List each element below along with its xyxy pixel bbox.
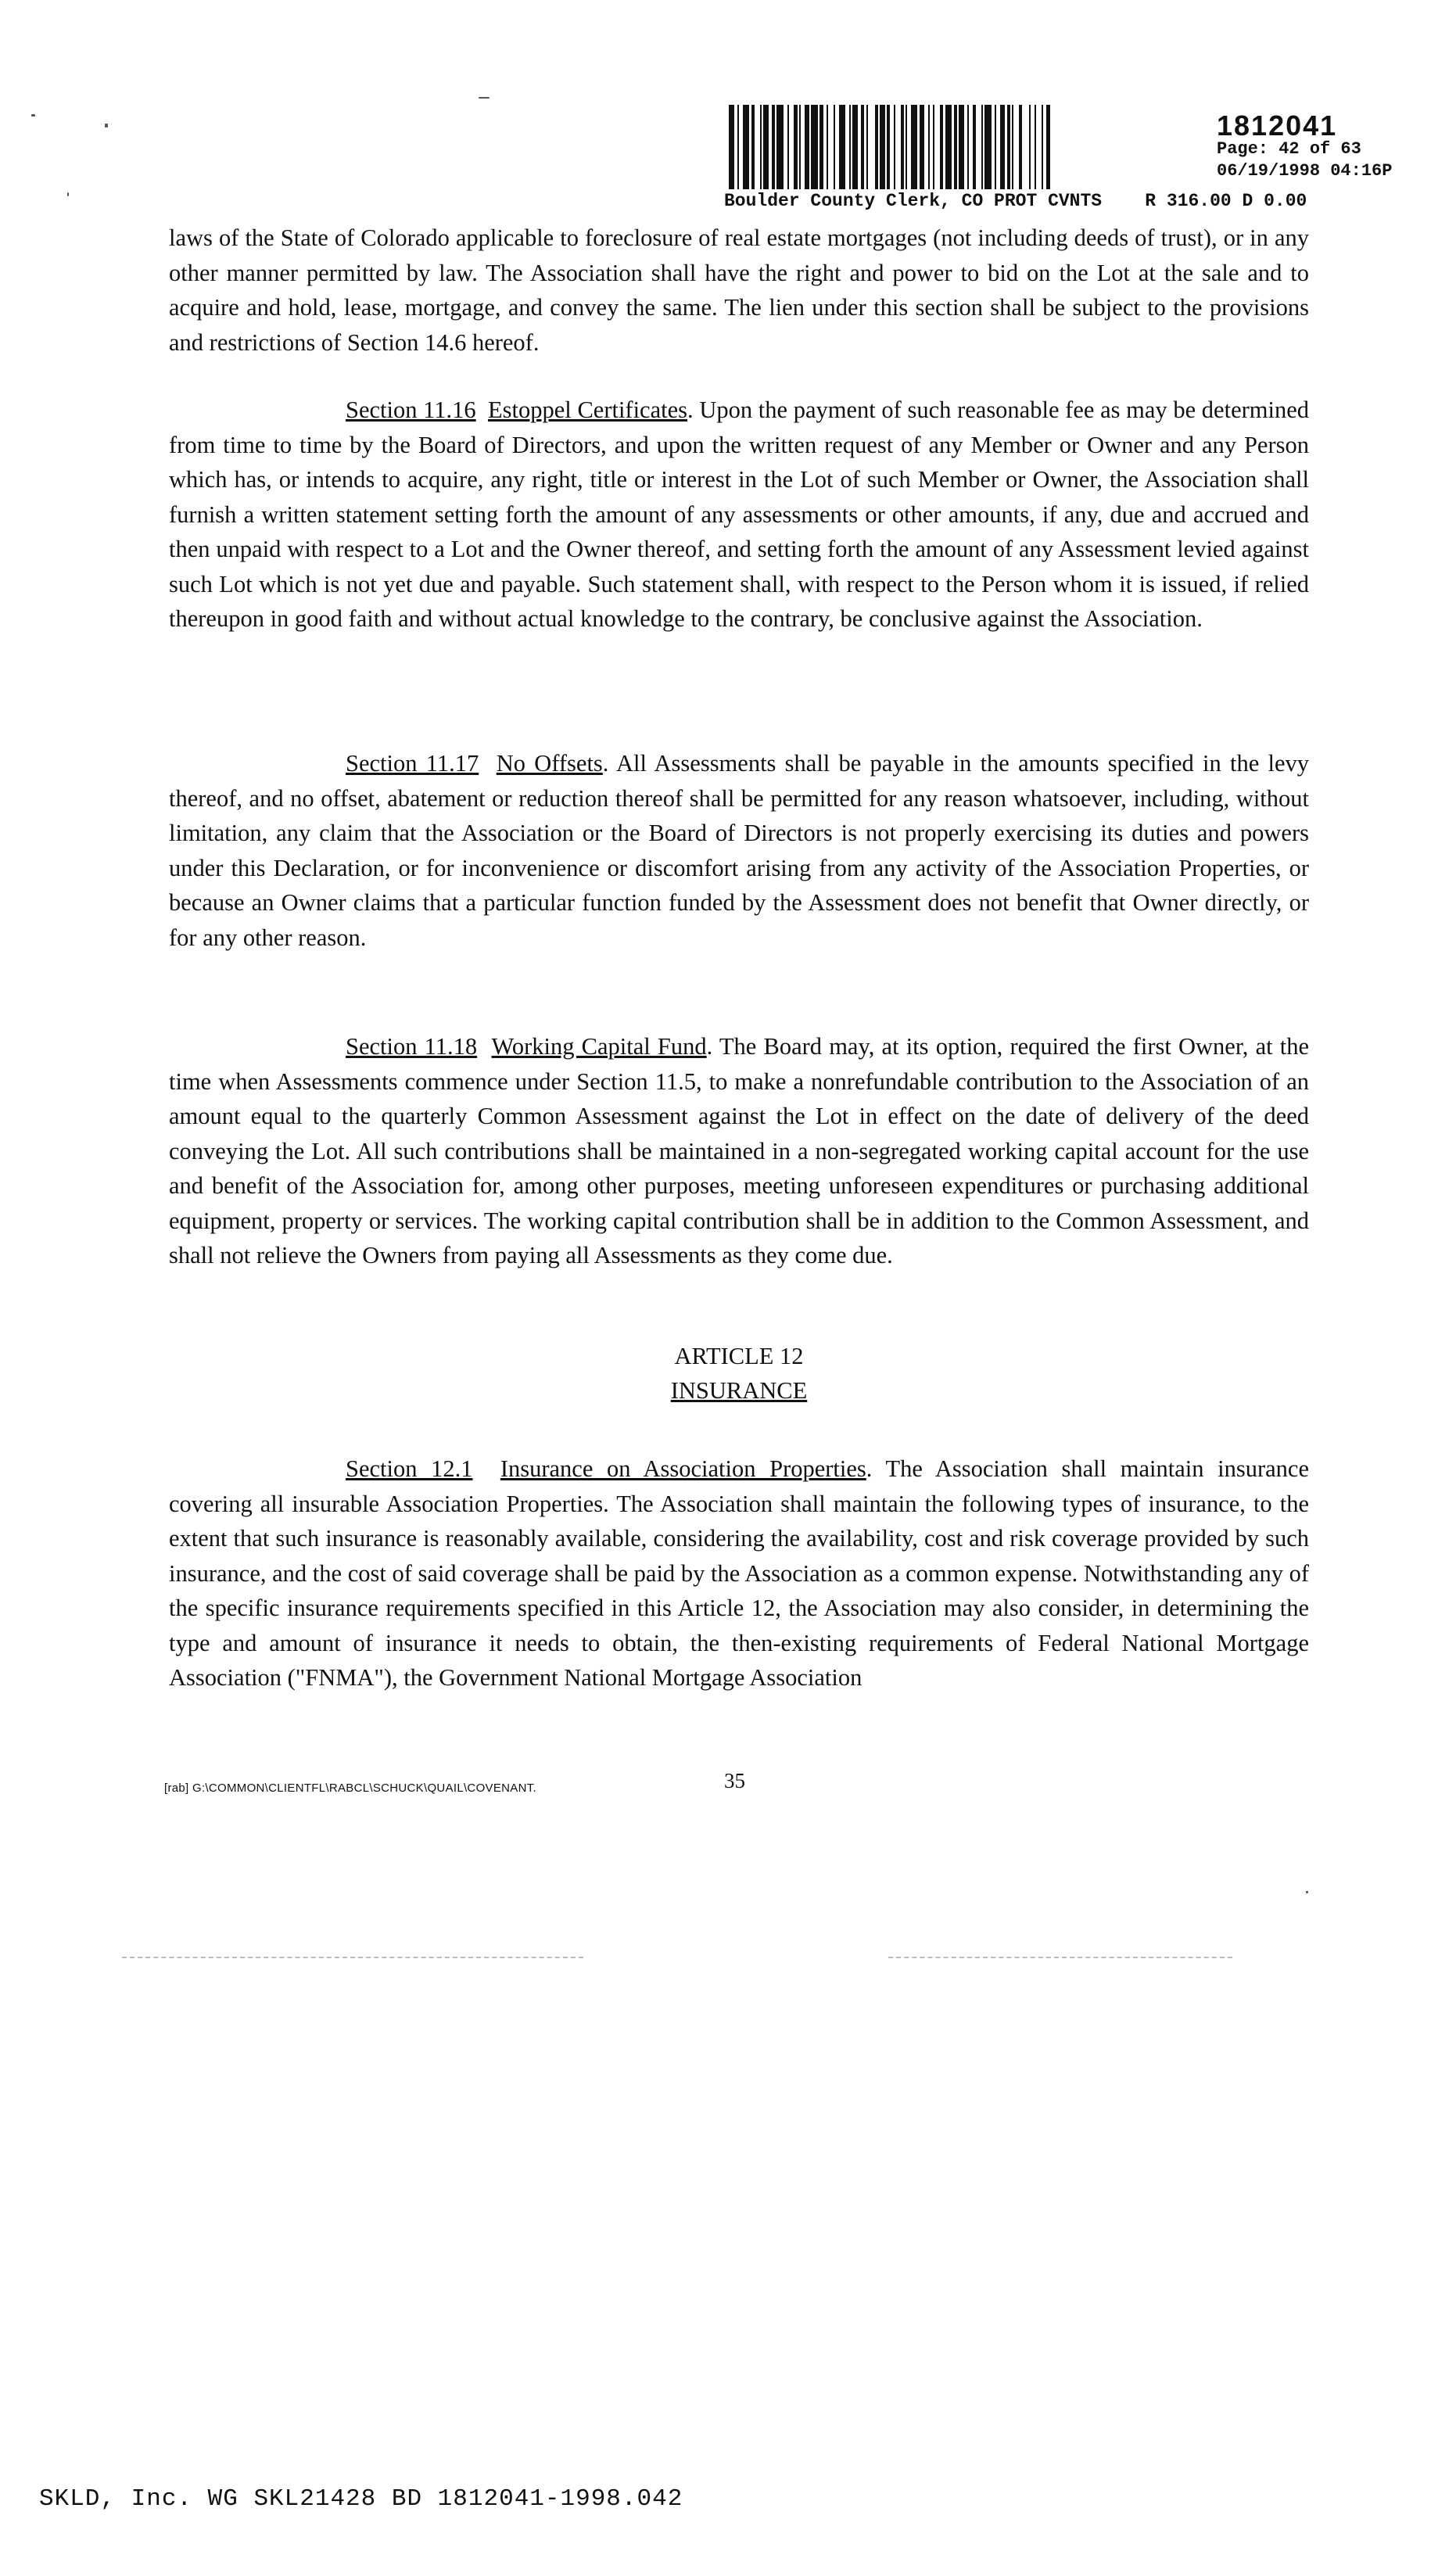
barcode-bar [1036,105,1042,189]
scan-id-footer: SKLD, Inc. WG SKL21428 BD 1812041-1998.042 [39,2485,683,2513]
page-number: 35 [724,1769,745,1792]
recording-page: Page: 42 of 63 [1217,139,1361,159]
barcode-bar [839,105,846,189]
section-11-17 [169,746,1309,955]
section-number: Section 11.18 [346,1033,478,1060]
barcode-bar [763,105,769,189]
section-11-18 [169,1029,1309,1273]
barcode-bar [934,105,940,189]
recording-barcode [729,105,1174,189]
barcode-bar [984,105,992,189]
article-title: INSURANCE [670,1377,808,1404]
barcode-bar [828,105,834,189]
scan-speck [105,124,108,127]
paragraph-continuation [169,221,1309,360]
recording-number: 1812041 [1217,109,1338,142]
paragraph-text: laws of the State of Colorado applicable to foreclosure of real estate mortgages (not including deeds of trust), or in any other manner permitted by law. The Association shall have the right and power to bid on the Lot at the sale and to acquire and hold, lease, mortgage, and convey the same. The lien under this section shall be subject to the provisions and restrictions of Section 14.6 hereof. [169,224,1309,356]
section-title: Estoppel Certificates [488,396,688,423]
recording-clerk-line: Boulder County Clerk, CO PROT CVNTS R 316.00 D 0.00 [724,191,1307,211]
section-body: . The Association shall maintain insurance covering all insurable Association Properties. The Association shall maintain the following types of insurance, to the extent that such insurance is reasonably available, considering the availability, cost and risk coverage provided by such insurance, and the cost of said coverage shall be paid by the Association as a common expense. Notwithstanding any of the specific insurance requirements specified in this Article 12, the Association may also consider, in determining the type and amount of insurance it needs to obtain, the then-existing requirements of Federal National Mortgage Association ("FNMA"), the Government National Mortgage Association [169,1455,1309,1691]
section-11-16 [169,393,1309,637]
barcode-bar [789,105,794,189]
scan-speck [67,192,69,196]
scan-dotted-line [122,1957,583,1960]
section-12-1 [169,1451,1309,1695]
barcode-bar [920,105,925,189]
barcode-bar [880,105,885,189]
barcode-bar [959,105,964,189]
section-body: . Upon the payment of such reasonable fee as may be determined from time to time by the Board of Directors, and upon the written request of any Member or Owner and any Person which has, or intends to acquire, any right, title or interest in the Lot of such Member or Owner, the Association shall furnish a written statement setting forth the amount of any assessments or other amounts, if any, due and accrued and then unpaid with respect to a Lot and the Owner thereof, and setting forth the amount of any Assessment levied against such Lot which is not yet due and payable. Such statement shall, with respect to the Person whom it is issued, if relied thereupon in good faith and without actual knowledge to the contrary, be conclusive against the Association. [169,396,1309,632]
file-path: [rab] G:\COMMON\CLIENTFL\RABCL\SCHUCK\QUAIL\COVENANT. [164,1781,536,1795]
barcode-bar [743,105,750,189]
scan-speck [479,97,490,99]
barcode-bar [776,105,784,189]
barcode-bar [911,105,918,189]
section-body: . The Board may, at its option, required the first Owner, at the time when Assessments commence under Section 11.5, to make a nonrefundable contribution to the Association of an amount equal to the quarterly Common Assessment against the Lot in effect on the date of delivery of the deed conveying the Lot. All such contributions shall be maintained in a non-segregated working capital account for the use and benefit of the Association for, among other purposes, meeting unforeseen expenditures or purchasing additional equipment, property or services. The working capital contribution shall be in addition to the Common Assessment, and shall not relieve the Owners from paying all Assessments as they come due. [169,1033,1310,1268]
barcode-bar [1050,105,1052,189]
barcode-bar [945,105,952,189]
recording-date: 06/19/1998 04:16P [1217,161,1393,181]
barcode-bar [729,105,734,189]
section-title: No Offsets [496,750,603,777]
section-number: Section 12.1 [346,1455,473,1482]
barcode-bar [811,105,818,189]
barcode-bar [895,105,901,189]
scan-speck [1306,1891,1308,1893]
barcode-bar [868,105,875,189]
barcode-bar [976,105,981,189]
barcode-bar [805,105,810,189]
barcode-bar [755,105,760,189]
section-number: Section 11.17 [346,750,479,777]
scan-dotted-line [888,1957,1232,1960]
section-title: Working Capital Fund [491,1033,707,1060]
article-number: ARTICLE 12 [674,1343,804,1369]
scan-speck [31,114,35,117]
barcode-bar [1013,105,1019,189]
section-title: Insurance on Association Properties [500,1455,866,1482]
section-number: Section 11.16 [346,396,476,423]
barcode-bar [1022,105,1029,189]
barcode-bar [1000,105,1006,189]
barcode-bar [852,105,858,189]
section-body: . All Assessments shall be payable in the amounts specified in the levy thereof, and no offset, abatement or reduction thereof shall be permitted for any reason whatsoever, including, without limitation, any claim that the Association or the Board of Directors is not properly exercising its duties and powers under this Declaration, or for inconvenience or discomfort arising from any activity of the Association Properties, or because an Owner claims that a particular function funded by the Assessment does not benefit that Owner directly, or for any other reason. [169,750,1310,951]
